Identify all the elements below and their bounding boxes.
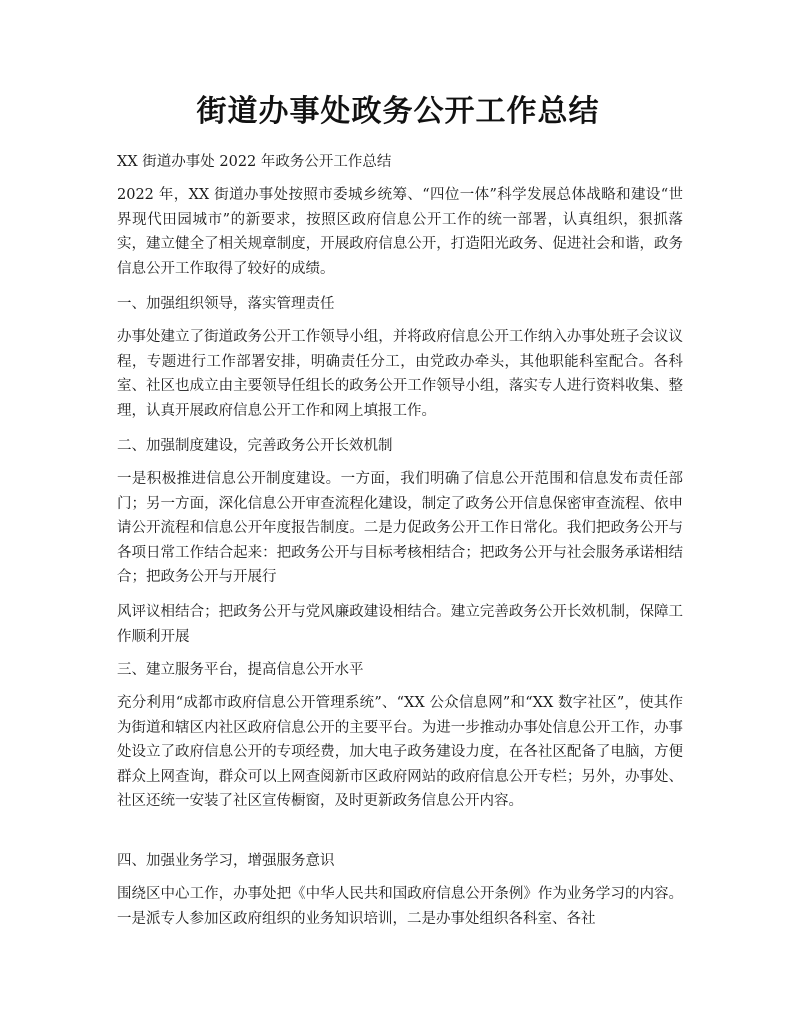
document-title: 街道办事处政务公开工作总结 [196, 94, 600, 129]
section-2-paragraph: 一是积极推进信息公开制度建设。一方面，我们明确了信息公开范围和信息发布责任部门；另一方面，深化信息公开审查流程化建设，制定了政务公开信息保密审查流程、依申请公开流程和信息公开年度报告制度。二是力促政务公开工作日常化。我们把政务公开与各项日常工作结合起来：把政务公开与目标考核相结合；把政务公开与社会服务承诺相结合；把政务公开与开展行 [117, 471, 683, 585]
section-3-paragraph: 充分利用“成都市政府信息公开管理系统”、“XX 公众信息网”和“XX 数字社区”，使其作为街道和辖区内社区政府信息公开的主要平台。为进一步推动办事处信息公开工作，办事处设立了政府信息公开的专项经费，加大电子政务建设力度，在各社区配备了电脑，方便群众上网查询，群众可以上网查阅新市区政府网站的政府信息公开专栏；另外，办事处、社区还统一安装了社区宣传橱窗，及时更新政务信息公开内容。 [117, 695, 683, 809]
section-2-paragraph-continued: 风评议相结合；把政务公开与党风廉政建设相结合。建立完善政务公开长效机制，保障工作顺利开展 [117, 604, 683, 645]
section-heading-1: 一、加强组织领导，落实管理责任 [117, 296, 335, 312]
section-heading-4: 四、加强业务学习，增强服务意识 [117, 853, 335, 869]
section-heading-2: 二、加强制度建设，完善政务公开长效机制 [117, 438, 393, 454]
section-4-paragraph: 围绕区中心工作，办事处把《中华人民共和国政府信息公开条例》作为业务学习的内容。一是派专人参加区政府组织的业务知识培训，二是办事处组织各科室、各社 [117, 886, 683, 927]
summary-subtitle: XX 街道办事处 2022 年政务公开工作总结 [117, 154, 392, 170]
section-heading-3: 三、建立服务平台，提高信息公开水平 [117, 662, 364, 678]
section-1-paragraph: 办事处建立了街道政务公开工作领导小组，并将政府信息公开工作纳入办事处班子会议议程，专题进行工作部署安排，明确责任分工，由党政办牵头，其他职能科室配合。各科室、社区也成立由主要领导任组长的政务公开工作领导小组，落实专人进行资料收集、整理，认真开展政府信息公开工作和网上填报工作。 [117, 329, 683, 419]
intro-paragraph: 2022 年，XX 街道办事处按照市委城乡统筹、“四位一体”科学发展总体战略和建设“世界现代田园城市”的新要求，按照区政府信息公开工作的统一部署，认真组织，狠抓落实，建立健全了相关规章制度，开展政府信息公开，打造阳光政务、促进社会和谐，政务信息公开工作取得了较好的成绩。 [117, 187, 683, 277]
